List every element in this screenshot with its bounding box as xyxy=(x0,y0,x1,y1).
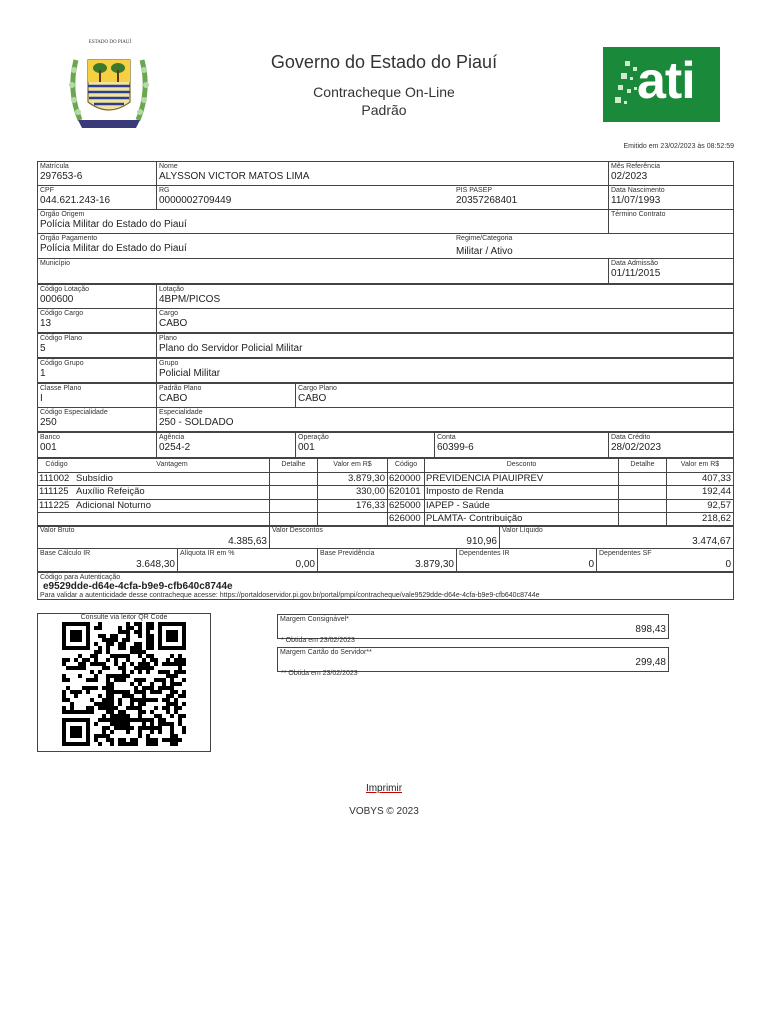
deduction-value: 192,44 xyxy=(666,486,733,499)
payroll-table xyxy=(37,458,734,527)
margem-consignavel-note: * Obtida em 23/02/2023 xyxy=(281,637,355,644)
cargo-value: CABO xyxy=(159,318,188,329)
deduction-code: 626000 xyxy=(387,513,424,526)
banco-value: 001 xyxy=(40,442,57,453)
especialidade-value: 250 - SOLDADO xyxy=(159,417,234,428)
deduction-name: PREVIDENCIA PIAUIPREV xyxy=(424,473,618,486)
earning-code: 111125 xyxy=(39,486,69,497)
base-ir-value: 3.648,30 xyxy=(136,559,175,570)
deduction-value: 218,62 xyxy=(666,513,733,526)
grupo-label: Grupo xyxy=(159,360,179,367)
banco-label: Banco xyxy=(40,434,60,441)
earning-value: 3.879,30 xyxy=(317,473,387,486)
valor-descontos-value: 910,96 xyxy=(466,536,497,547)
deduction-value: 92,57 xyxy=(666,500,733,513)
classe-plano-value: I xyxy=(40,393,43,404)
margem-cartao-box xyxy=(277,647,669,672)
data-credito-value: 28/02/2023 xyxy=(611,442,662,453)
deduction-code: 620101 xyxy=(387,486,424,499)
page-subtitle: Contracheque On-Line xyxy=(313,84,455,100)
cod-cargo-value: 13 xyxy=(40,318,52,329)
mes-ref-label: Mês Referência xyxy=(611,163,661,170)
orgao-pagamento-label: Órgão Pagamento xyxy=(40,235,98,242)
col-desconto: Desconto xyxy=(424,459,618,472)
matricula-value: 297653-6 xyxy=(40,171,83,182)
col-detalhe-desconto: Detalhe xyxy=(618,459,666,472)
earning-code: 111225 xyxy=(39,499,70,511)
nome-label: Nome xyxy=(159,163,178,170)
deduction-code: 625000 xyxy=(387,500,424,513)
aliquota-value: 0,00 xyxy=(295,559,315,570)
orgao-origem-value: Polícia Militar do Estado do Piauí xyxy=(40,219,187,230)
deduction-name: PLAMTA- Contribuição xyxy=(424,513,618,526)
dep-sf-value: 0 xyxy=(725,559,731,570)
valor-bruto-value: 4.385,63 xyxy=(228,536,267,547)
cargo-plano-value: CABO xyxy=(298,393,327,404)
earning-value xyxy=(317,513,387,526)
earning-name: Subsídio xyxy=(76,472,113,484)
deduction-detail xyxy=(618,500,666,513)
earning-name: Adicional Noturno xyxy=(76,499,151,511)
earning-code: 111002 xyxy=(39,472,70,484)
cod-especialidade-value: 250 xyxy=(40,417,57,428)
ati-logo xyxy=(603,47,720,122)
earning-detail xyxy=(269,486,317,499)
table-header xyxy=(38,459,733,472)
cod-lotacao-label: Código Lotação xyxy=(40,286,90,293)
page-title: Governo do Estado do Piauí xyxy=(270,52,498,72)
col-codigo-desconto: Código xyxy=(387,459,424,472)
row-grupo xyxy=(37,358,734,383)
row-documents xyxy=(37,185,734,210)
lotacao-label: Lotação xyxy=(159,286,184,293)
seal-text: ESTADO DO PIAUÍ xyxy=(88,40,132,45)
deduction-detail xyxy=(618,513,666,526)
base-ir-label: Base Cálculo IR xyxy=(40,550,91,557)
municipio-label: Município xyxy=(40,260,70,267)
row-classe-plano xyxy=(37,383,734,408)
row-orgao-pagamento xyxy=(37,233,734,259)
orgao-pagamento-value: Polícia Militar do Estado do Piauí xyxy=(40,243,187,254)
deduction-value: 407,33 xyxy=(666,473,733,486)
padrao-plano-label: Padrão Plano xyxy=(159,385,202,392)
valor-liquido-value: 3.474,67 xyxy=(692,536,731,547)
row-plano xyxy=(37,333,734,358)
valor-bruto-label: Valor Bruto xyxy=(40,527,75,534)
especialidade-label: Especialidade xyxy=(159,409,203,416)
row-bank xyxy=(37,432,734,458)
dep-ir-label: Dependentes IR xyxy=(459,550,510,557)
rg-value: 0000002709449 xyxy=(159,195,232,206)
row-totals xyxy=(37,525,734,549)
col-detalhe: Detalhe xyxy=(269,459,317,472)
print-link[interactable]: Imprimir xyxy=(365,783,403,794)
agencia-label: Agência xyxy=(159,434,185,441)
operacao-value: 001 xyxy=(298,442,315,453)
cod-especialidade-label: Código Especialidade xyxy=(40,409,108,416)
deduction-code: 620000 xyxy=(387,473,424,486)
col-valor: Valor em R$ xyxy=(317,459,387,472)
mes-ref-value: 02/2023 xyxy=(611,171,648,182)
cpf-value: 044.621.243-16 xyxy=(40,195,111,206)
margem-consignavel-value: 898,43 xyxy=(635,624,666,635)
pis-value: 20357268401 xyxy=(456,195,518,206)
nascimento-label: Data Nascimento xyxy=(611,187,665,194)
cod-cargo-label: Código Cargo xyxy=(40,310,84,317)
auth-note: Para validar a autenticidade desse contracheque acesse: https://portaldoservidor.pi.gov.br/portal/pmpi/contracheque/vale9529dde-d64e-4cfa-b9e9-cfb640c8744e xyxy=(40,592,540,599)
qr-code-box xyxy=(37,613,211,752)
cod-plano-value: 5 xyxy=(40,343,46,354)
rg-label: RG xyxy=(159,187,170,194)
qr-label: Consulte via leitor QR Code xyxy=(80,614,168,621)
base-prev-label: Base Previdência xyxy=(320,550,375,557)
cargo-label: Cargo xyxy=(159,310,179,317)
margem-cartao-label: Margem Cartão do Servidor** xyxy=(280,649,372,656)
plano-value: Plano do Servidor Policial Militar xyxy=(159,343,303,354)
margem-consignavel-box xyxy=(277,614,669,639)
dep-sf-label: Dependentes SF xyxy=(599,550,652,557)
earning-name: Auxílio Refeição xyxy=(76,486,145,497)
row-orgao-origem xyxy=(37,209,734,234)
dep-ir-value: 0 xyxy=(588,559,594,570)
regime-label: Regime/Categoria xyxy=(456,235,513,242)
conta-value: 60399-6 xyxy=(437,442,474,453)
row-especialidade xyxy=(37,407,734,432)
classe-plano-label: Classe Plano xyxy=(40,385,82,392)
earning-detail xyxy=(269,473,317,486)
row-municipio xyxy=(37,258,734,284)
cpf-label: CPF xyxy=(40,187,54,194)
plano-label: Plano xyxy=(159,335,177,342)
aliquota-label: Alíquota IR em % xyxy=(180,550,235,557)
regime-value: Militar / Ativo xyxy=(456,246,513,257)
data-credito-label: Data Crédito xyxy=(611,434,651,441)
cod-grupo-label: Código Grupo xyxy=(40,360,84,367)
earning-value: 176,33 xyxy=(317,500,387,513)
copyright: VOBYS © 2023 xyxy=(349,806,419,817)
margem-cartao-note: ** Obtida em 23/02/2023 xyxy=(281,670,358,677)
earning-detail xyxy=(269,513,317,526)
auth-code[interactable]: e9529dde-d64e-4cfa-b9e9-cfb640c8744e xyxy=(43,581,233,592)
ati-logo-text: ati xyxy=(637,52,695,110)
table-row xyxy=(38,499,733,513)
table-row xyxy=(38,472,733,486)
nascimento-value: 11/07/1993 xyxy=(611,195,661,206)
earning-code xyxy=(38,513,75,526)
padrao-plano-value: CABO xyxy=(159,393,188,404)
deduction-detail xyxy=(618,486,666,499)
base-prev-value: 3.879,30 xyxy=(415,559,454,570)
valor-descontos-label: Valor Descontos xyxy=(272,527,323,534)
earning-name xyxy=(75,513,269,526)
conta-label: Conta xyxy=(437,434,456,441)
cod-grupo-value: 1 xyxy=(40,368,46,379)
matricula-label: Matrícula xyxy=(40,163,69,170)
valor-liquido-label: Valor Líquido xyxy=(502,527,543,534)
col-valor-desconto: Valor em R$ xyxy=(666,459,733,472)
admissao-label: Data Admissão xyxy=(611,260,659,267)
lotacao-value: 4BPM/PICOS xyxy=(159,294,221,305)
margem-consignavel-label: Margem Consignável* xyxy=(280,616,349,623)
row-lotacao xyxy=(37,284,734,309)
row-bases xyxy=(37,548,734,572)
grupo-value: Policial Militar xyxy=(159,368,221,379)
emission-timestamp: Emitido em 23/02/2023 às 08:52:59 xyxy=(623,143,734,150)
deduction-name: IAPEP - Saúde xyxy=(424,500,618,513)
cargo-plano-label: Cargo Plano xyxy=(298,385,337,392)
operacao-label: Operação xyxy=(298,434,329,441)
row-authentication xyxy=(37,572,734,600)
row-identification xyxy=(37,161,734,186)
row-cargo xyxy=(37,308,734,333)
qr-code[interactable] xyxy=(62,622,186,746)
agencia-value: 0254-2 xyxy=(159,442,191,453)
table-row xyxy=(38,512,733,526)
cod-plano-label: Código Plano xyxy=(40,335,83,342)
termino-label: Término Contrato xyxy=(611,211,666,218)
col-codigo: Código xyxy=(45,461,68,468)
earning-detail xyxy=(269,500,317,513)
nome-value: ALYSSON VICTOR MATOS LIMA xyxy=(159,171,310,182)
margem-cartao-value: 299,48 xyxy=(635,657,666,668)
page-subtitle-variant: Padrão xyxy=(361,102,407,118)
col-vantagem: Vantagem xyxy=(156,461,188,468)
deduction-name: Imposto de Renda xyxy=(424,486,618,499)
cod-lotacao-value: 000600 xyxy=(40,294,74,305)
earning-value: 330,00 xyxy=(317,486,387,499)
admissao-value: 01/11/2015 xyxy=(611,268,661,279)
table-row xyxy=(38,485,733,499)
orgao-origem-label: Órgão Origem xyxy=(40,211,85,218)
auth-label: Código para Autenticação xyxy=(40,574,121,581)
pis-label: PIS PASEP xyxy=(456,187,493,194)
deduction-detail xyxy=(618,473,666,486)
